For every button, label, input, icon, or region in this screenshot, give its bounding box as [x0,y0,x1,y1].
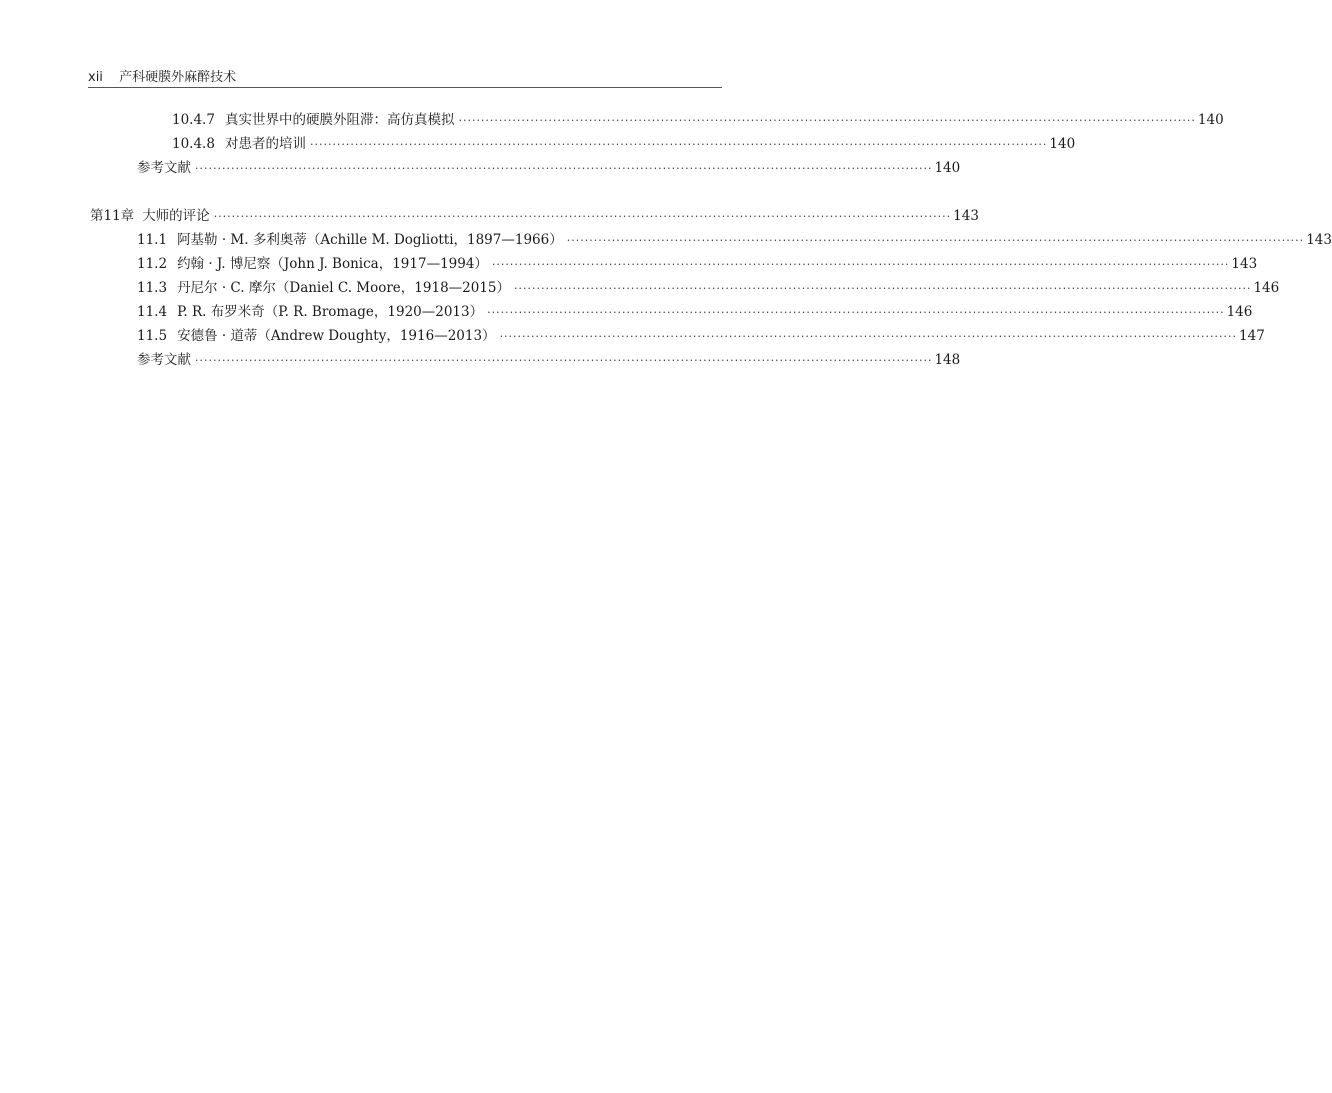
dot-leader [500,326,1237,348]
toc-entry-page: 143 [1231,256,1258,272]
toc-entry-number: 10.4.7 [172,112,215,128]
toc-entry-title: 对患者的培训 [224,136,306,152]
header-rule [88,87,722,88]
toc-entry[interactable] [172,109,1224,131]
dot-leader [214,206,951,228]
toc-entry-page: 143 [1306,232,1332,248]
toc-entry-number: 11.3 [137,280,168,296]
toc-entry-page: 140 [1049,136,1076,152]
toc-entry-number: 11.2 [137,256,168,272]
dot-leader [567,230,1304,252]
toc-entry-title: 参考文献 [137,352,191,368]
toc-entry[interactable] [137,325,1265,347]
toc-entry-page: 146 [1253,280,1280,296]
dot-leader [310,134,1047,156]
dot-leader [195,350,932,372]
chapter-number: 第11章 [90,208,135,224]
toc-entry-number: 10.4.8 [172,136,215,152]
toc-entry-number: 11.1 [137,232,168,248]
dot-leader [492,254,1229,276]
toc-entry-title: 真实世界中的硬膜外阻滞：高仿真模拟 [224,112,455,128]
page-number: xii [88,70,103,85]
chapter-title: 大师的评论 [142,208,210,224]
toc-entry-title: 安德鲁 · 道蒂（Andrew Doughty，1916—2013） [177,328,496,344]
toc-entry-page: 143 [953,208,979,224]
toc-entry-page: 147 [1239,328,1265,344]
toc-entry-references[interactable] [137,157,961,179]
dot-leader [195,158,932,180]
toc-entry-page: 140 [934,160,961,176]
toc-entry-page: 140 [1197,112,1224,128]
toc-entry-title: P. R. 布罗米奇（P. R. Bromage，1920—2013） [177,304,484,320]
toc-entry-references[interactable] [137,349,961,371]
toc-entry-title: 阿基勒 · M. 多利奥蒂（Achille M. Dogliotti，1897—1966） [177,232,563,248]
book-title: 产科硬膜外麻醉技术 [119,70,237,85]
toc-entry-page: 146 [1226,304,1253,320]
dot-leader [458,110,1195,132]
toc-entry[interactable] [137,277,1280,299]
toc-entry-number: 11.5 [137,328,168,344]
toc-entry-page: 148 [934,352,961,368]
toc-entry-title: 约翰 · J. 博尼察（John J. Bonica，1917—1994） [177,256,488,272]
toc-entry[interactable] [172,133,1076,155]
toc-entry[interactable] [137,253,1258,275]
toc-entry[interactable] [137,301,1253,323]
toc-entry-number: 11.4 [137,304,168,320]
dot-leader [487,302,1224,324]
toc-entry[interactable] [137,229,1332,251]
running-header [88,66,722,88]
toc-entry-title: 参考文献 [137,160,191,176]
toc-chapter-entry[interactable] [90,205,979,227]
dot-leader [514,278,1251,300]
toc-entry-title: 丹尼尔 · C. 摩尔（Daniel C. Moore，1918—2015） [177,280,511,296]
